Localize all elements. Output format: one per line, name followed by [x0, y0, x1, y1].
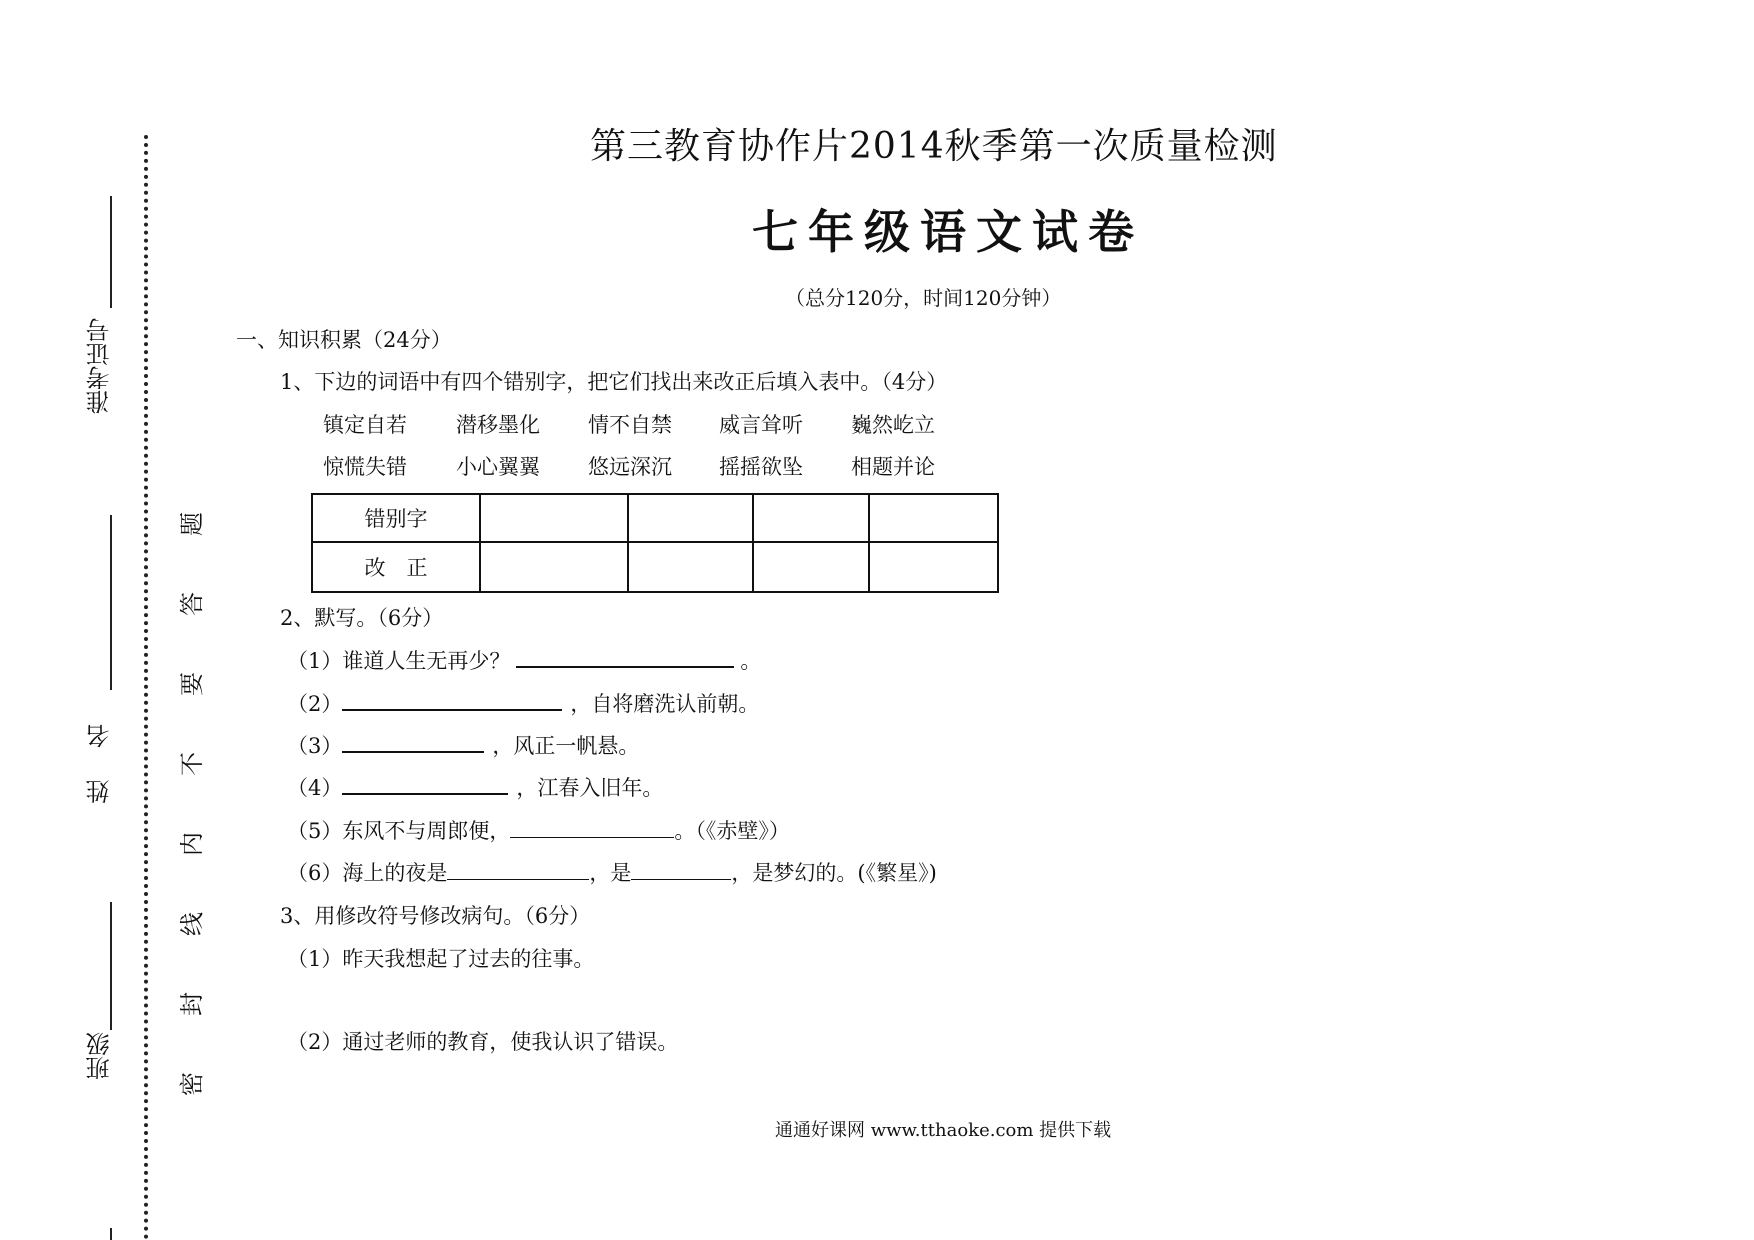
dictation-item-6: [287, 857, 937, 887]
answer-cell[interactable]: [628, 494, 753, 542]
table-row: [312, 494, 998, 542]
section-heading: 一、知识积累（24分）: [236, 328, 452, 352]
word-item: 镇定自若: [323, 413, 407, 437]
answer-blank[interactable]: [447, 859, 589, 880]
answer-blank[interactable]: [342, 731, 484, 753]
dictation-text: ，江春入旧年。: [516, 776, 664, 800]
margin-tick: [110, 1228, 112, 1240]
footer-source: 通通好课网 www.tthaoke.com 提供下载: [775, 1120, 1112, 1141]
answer-blank[interactable]: [631, 859, 731, 880]
seal-char: 内: [178, 832, 206, 856]
answer-cell[interactable]: [869, 494, 998, 542]
correction-table: [311, 493, 999, 593]
word-item: 小心翼翼: [456, 455, 540, 479]
dictation-item-4: [287, 772, 663, 802]
table-row: [312, 542, 998, 592]
seal-char: 线: [178, 912, 206, 936]
answer-blank[interactable]: [342, 689, 562, 711]
sentence-item: （2）通过老师的教育，使我认识了错误。: [287, 1030, 679, 1054]
question-3-prompt: 3、用修改符号修改病句。（6分）: [280, 904, 591, 928]
word-item: 情不自禁: [588, 413, 672, 437]
dictation-text: （5）东风不与周郎便，: [287, 819, 511, 843]
answer-blank[interactable]: [516, 646, 734, 668]
answer-cell[interactable]: [480, 494, 628, 542]
name-fill-line: [110, 515, 112, 690]
answer-cell[interactable]: [628, 542, 753, 592]
answer-cell[interactable]: [869, 542, 998, 592]
dictation-text: （6）海上的夜是: [287, 861, 448, 885]
binding-dotted-line: [144, 135, 148, 1240]
word-item: 潜移墨化: [456, 413, 540, 437]
seal-char: 答: [178, 592, 206, 616]
dictation-text: 。: [740, 649, 762, 673]
dictation-item-5: [287, 815, 790, 845]
word-item: 悠远深沉: [588, 455, 672, 479]
answer-blank[interactable]: [510, 817, 674, 838]
dictation-text: （2）: [287, 692, 343, 716]
seal-char: 题: [178, 512, 206, 536]
dictation-text: 。（《赤壁》）: [674, 819, 790, 843]
exam-id-fill-line: [110, 196, 112, 308]
dictation-text: ，风正一帆悬。: [492, 734, 640, 758]
word-item: 相题并论: [851, 455, 935, 479]
question-1-prompt: 1、下边的词语中有四个错别字，把它们找出来改正后填入表中。（4分）: [280, 370, 948, 394]
dictation-text: ，是梦幻的。(《繁星》): [731, 861, 937, 885]
word-item: 摇摇欲坠: [719, 455, 803, 479]
dictation-item-2: [287, 688, 759, 718]
dictation-text: ，是: [589, 861, 632, 885]
seal-char: 封: [178, 992, 206, 1016]
word-item: 威言耸听: [719, 413, 803, 437]
sentence-item: （1）昨天我想起了过去的往事。: [287, 947, 595, 971]
exam-title: 第三教育协作片2014秋季第一次质量检测: [590, 126, 1278, 167]
answer-cell[interactable]: [480, 542, 628, 592]
dictation-item-1: [287, 645, 761, 675]
dictation-text: （1）谁道人生无再少？: [287, 649, 511, 673]
score-time-note: （总分120分，时间120分钟）: [785, 286, 1062, 310]
name-label: 姓 名: [86, 712, 114, 804]
word-item: 惊慌失错: [323, 455, 407, 479]
seal-char: 不: [178, 752, 206, 776]
answer-blank[interactable]: [342, 773, 508, 795]
dictation-text: ，自将磨洗认前朝。: [570, 692, 760, 716]
answer-cell[interactable]: [753, 494, 869, 542]
class-fill-line: [110, 902, 112, 1030]
class-label: 班级: [86, 1032, 114, 1080]
dictation-item-3: [287, 730, 639, 760]
table-row-label: 改 正: [312, 542, 480, 592]
table-row-label: 错别字: [312, 494, 480, 542]
paper-title: 七年级语文试卷: [752, 205, 1144, 259]
answer-cell[interactable]: [753, 542, 869, 592]
seal-char: 密: [178, 1072, 206, 1096]
exam-id-label: 准考证号: [86, 318, 114, 414]
word-item: 巍然屹立: [851, 413, 935, 437]
question-2-prompt: 2、默写。（6分）: [280, 606, 444, 630]
dictation-text: （3）: [287, 734, 343, 758]
dictation-text: （4）: [287, 776, 343, 800]
seal-char: 要: [178, 672, 206, 696]
